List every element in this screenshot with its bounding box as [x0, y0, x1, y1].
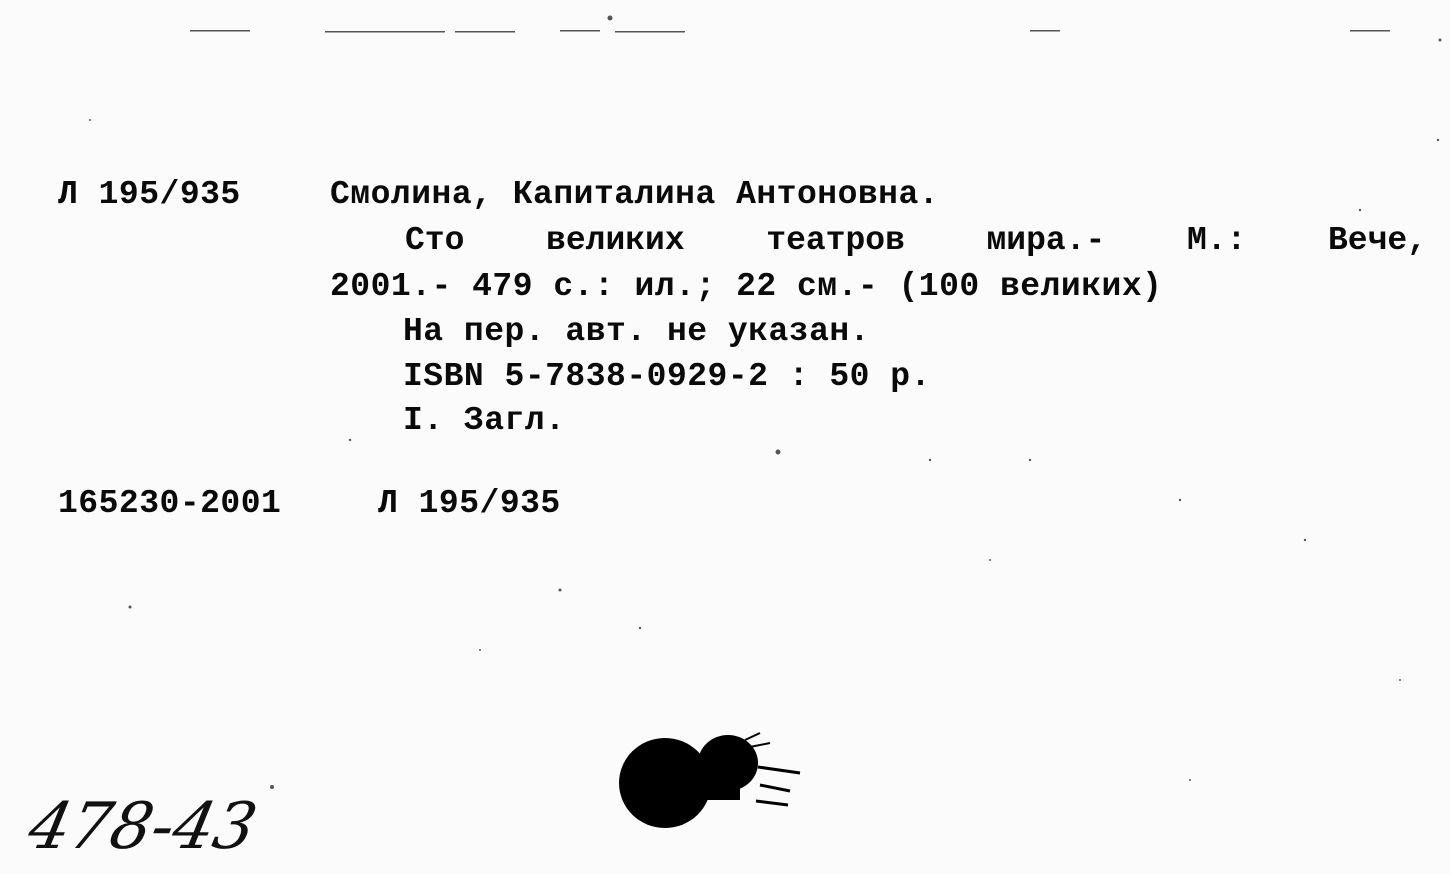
title-word: театров: [766, 222, 905, 259]
call-number: Л 195/935: [58, 176, 241, 213]
author-heading: Смолина, Капиталина Антоновна.: [330, 176, 940, 213]
title-line: [405, 222, 1427, 259]
accession-number: 165230-2001: [58, 485, 282, 522]
title-word: мира.-: [986, 222, 1106, 259]
title-word: Сто: [405, 222, 465, 259]
title-word: М.:: [1186, 222, 1247, 259]
note-line: На пер. авт. не указан.: [403, 313, 870, 350]
title-word: Вече,: [1327, 222, 1427, 259]
tracing-line: I. Загл.: [403, 402, 566, 439]
ink-blot: [610, 705, 810, 855]
imprint-line: 2001.- 479 с.: ил.; 22 см.- (100 великих): [330, 268, 1163, 305]
title-word: великих: [546, 222, 685, 259]
accession-call-number: Л 195/935: [378, 485, 561, 522]
handwritten-mark: 478-43: [22, 790, 264, 864]
isbn-line: ISBN 5-7838-0929-2 : 50 р.: [403, 358, 931, 395]
